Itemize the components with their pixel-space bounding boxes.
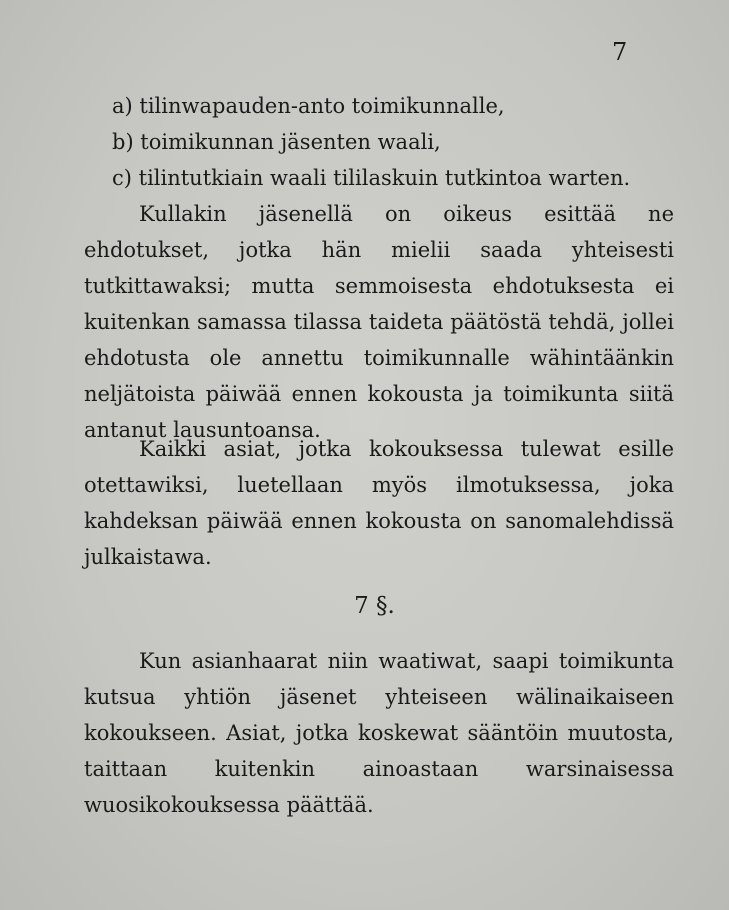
paragraph-meeting-notice: Kaikki asiat, jotka kokouksessa tulewat esille otettawiksi, luetellaan myös ilmotuksessa, joka kahdeksan päiwää ennen kokousta on sanomalehdissä julkaistawa. — [84, 437, 674, 569]
paragraph-member-proposals: Kullakin jäsenellä on oikeus esittää ne ehdotukset, jotka hän mielii saada yhteisesti tutkittawaksi; mutta semmoisesta ehdotuksesta ei kuitenkan samassa tilassa taideta päätöstä tehdä, jollei ehdotusta ole annettu toimikunnalle wähintäänkin neljätoista päiwää ennen kokousta ja toimikunta siitä antanut lausuntoansa. — [84, 202, 674, 442]
list-item: a) tilinwapauden-anto toimikunnalle, — [112, 94, 505, 118]
agenda-list — [112, 88, 672, 196]
paragraph-extraordinary-meeting: Kun asianhaarat niin waatiwat, saapi toimikunta kutsua yhtiön jäsenet yhteiseen wälinaikaiseen kokoukseen. Asiat, jotka koskewat sääntöin muutosta, taittaan kuitenkin ainoastaan warsinaisessa wuosikokouksessa päättää. — [84, 649, 674, 817]
page-number: 7 — [612, 38, 628, 66]
section-heading: 7 §. — [354, 593, 395, 619]
list-item: c) tilintutkiain waali tililaskuin tutkintoa warten. — [112, 166, 631, 190]
list-item: b) toimikunnan jäsenten waali, — [112, 130, 441, 154]
